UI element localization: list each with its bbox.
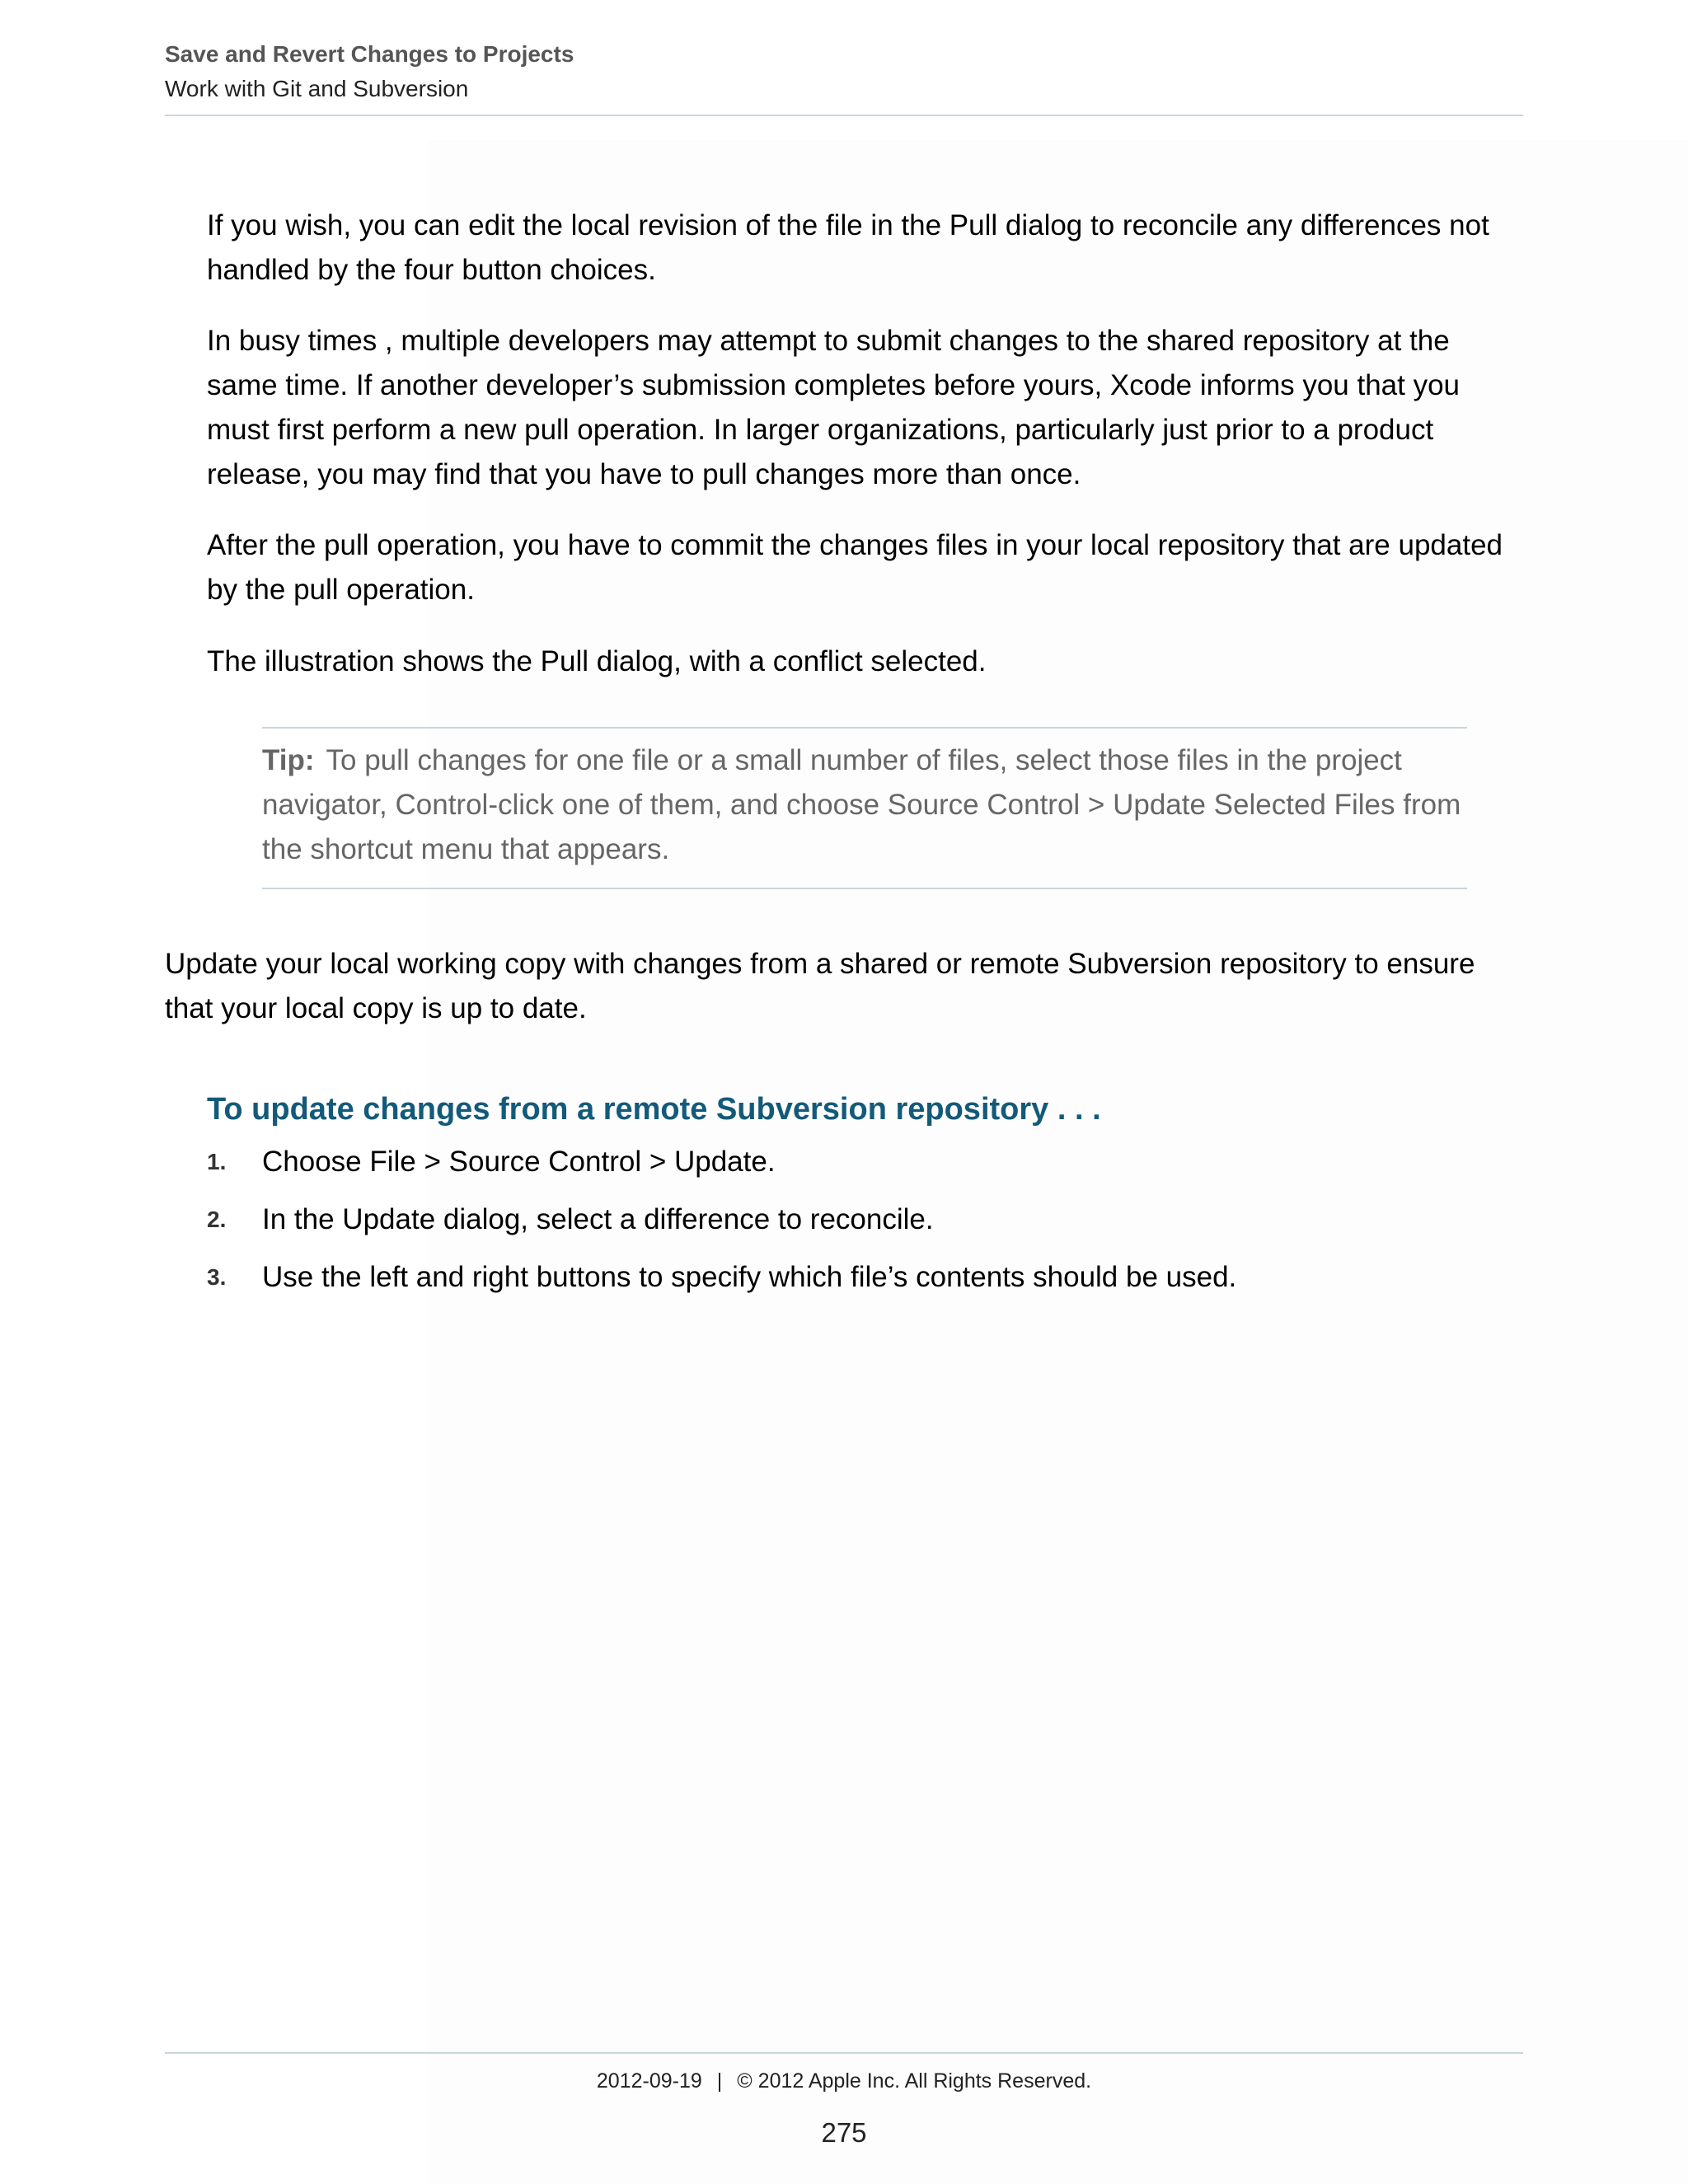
page-number: 275: [821, 2117, 867, 2148]
section-title: Work with Git and Subversion: [165, 76, 469, 101]
footer-divider: [165, 2052, 1523, 2054]
footer: [0, 2064, 1688, 2097]
step-number: 3.: [207, 1264, 227, 1290]
paragraph-busy-times: In busy times , multiple developers may attempt to submit changes to the shared repository at the same time. If another developer’s submission completes before yours, Xcode informs you that you must first perform a new pull operation. In larger organizations, particularly just prior to a product release, you may find that you have to pull changes more than once.: [207, 325, 1461, 490]
step-text: Choose File > Source Control > Update.: [262, 1146, 776, 1178]
step-item: [207, 1139, 1526, 1197]
paragraph-edit-local-revision: If you wish, you can edit the local revision of the file in the Pull dialog to reconcile any differences not handled by the four button choices.: [207, 209, 1489, 286]
footer-separator: |: [716, 2069, 723, 2093]
tip-label: Tip:: [262, 744, 315, 776]
tip-bottom-divider: [262, 888, 1467, 889]
running-header: [165, 38, 1523, 105]
tip-top-divider: [262, 727, 1467, 729]
chapter-title: Save and Revert Changes to Projects: [165, 41, 574, 67]
tip-text: To pull changes for one file or a small number of files, select those files in the project navigator, Control-click one of them, and choose Source Control > Update Selected Files from the shortcut menu that appears.: [262, 744, 1461, 865]
paragraph-illustration: The illustration shows the Pull dialog, with a conflict selected.: [207, 645, 987, 677]
step-number: 1.: [207, 1149, 227, 1174]
paragraph-after-pull: After the pull operation, you have to commit the changes files in your local repository that are updated by the pull operation.: [207, 529, 1503, 606]
step-text: Use the left and right buttons to specify which file’s contents should be used.: [262, 1261, 1237, 1293]
footer-date: 2012-09-19: [596, 2069, 702, 2093]
paragraph-update-intro: Update your local working copy with changes from a shared or remote Subversion repository to ensure that your local copy is up to date.: [165, 948, 1475, 1024]
tip-box: [262, 738, 1467, 872]
step-item: [207, 1254, 1526, 1312]
step-item: [207, 1197, 1526, 1254]
task-steps: [207, 1139, 1526, 1312]
step-number: 2.: [207, 1207, 227, 1232]
footer-copyright: © 2012 Apple Inc. All Rights Reserved.: [737, 2069, 1092, 2093]
header-divider: [165, 115, 1523, 116]
task-heading: To update changes from a remote Subversion repository . . .: [207, 1092, 1101, 1127]
step-text: In the Update dialog, select a difference to reconcile.: [262, 1203, 934, 1235]
